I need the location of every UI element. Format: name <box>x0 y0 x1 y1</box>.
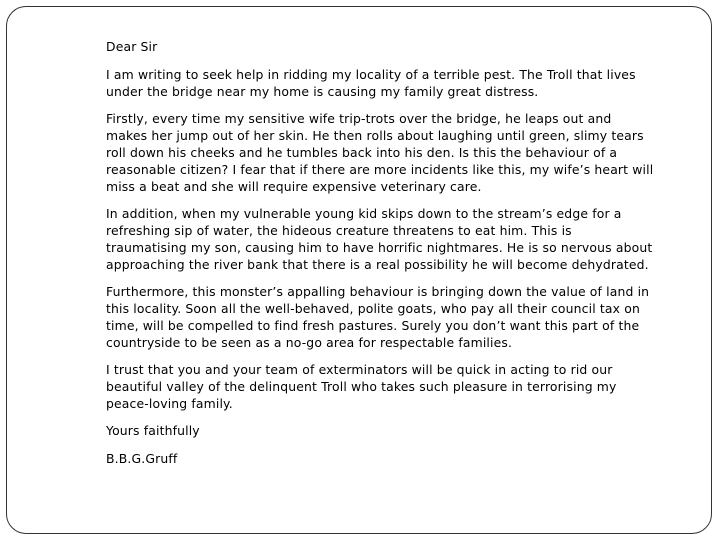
letter-body <box>106 38 654 477</box>
paragraph-furthermore: Furthermore, this monster’s appalling behaviour is bringing down the value of land in this locality. Soon all the well-behaved, polite goats, who pay all their council tax on time, will be compelled to find fresh pastures. Surely you don’t want this part of the countryside to be seen as a no-go area for respectable families. <box>106 284 650 350</box>
paragraph-conclusion: I trust that you and your team of exterminators will be quick in acting to rid our beautiful valley of the delinquent Troll who takes such pleasure in terrorising my peace-loving family. <box>106 362 617 411</box>
closing: Yours faithfully <box>106 423 200 438</box>
paragraph-in-addition: In addition, when my vulnerable young kid skips down to the stream’s edge for a refreshing sip of water, the hideous creature threatens to eat him. This is traumatising my son, causing him to have horrific nightmares. He is so nervous about approaching the river bank that there is a real possibility he will become dehydrated. <box>106 206 653 272</box>
paragraph-firstly: Firstly, every time my sensitive wife trip-trots over the bridge, he leaps out and makes her jump out of her skin. He then rolls about laughing until green, slimy tears roll down his cheeks and he tumbles back into his den. Is this the behaviour of a reasonable citizen? I fear that if there are more incidents like this, my wife’s heart will miss a beat and she will require expensive veterinary care. <box>106 111 654 194</box>
salutation: Dear Sir <box>106 39 158 54</box>
signature: B.B.G.Gruff <box>106 451 178 466</box>
paragraph-introduction: I am writing to seek help in ridding my locality of a terrible pest. The Troll that lives under the bridge near my home is causing my family great distress. <box>106 67 636 99</box>
